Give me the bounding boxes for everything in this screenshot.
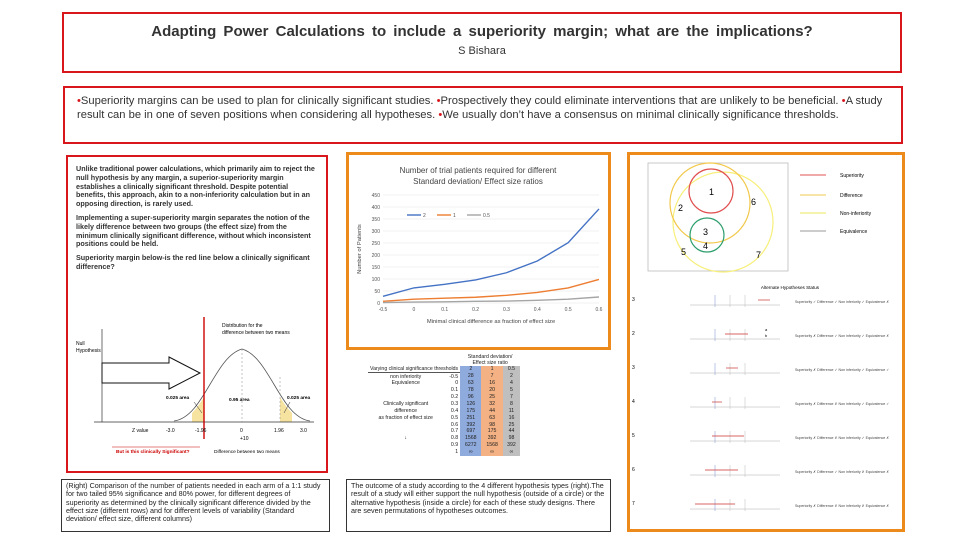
tick-neg-196: -1.96 xyxy=(195,428,207,434)
legend-noninferiority: Non-inferiority xyxy=(840,211,872,217)
status-row-text: Superiority ✗ Difference ✗ Non inferiority ✓ Equivalence ✗ xyxy=(795,436,890,440)
poster-author: S Bishara xyxy=(458,45,506,57)
status-row-text: Superiority ✗ Difference ✗ Non inferiority ✗ Equivalence ✗ xyxy=(795,504,890,508)
row-threshold: 1 xyxy=(455,449,459,456)
x-axis-label: Minimal clinical difference as fraction of effect size xyxy=(426,319,556,325)
table-cell: 1568 xyxy=(481,442,502,449)
plus-ten-label: +10 xyxy=(240,436,249,442)
table-cell: 392 xyxy=(503,442,520,449)
poster-title: Adapting Power Calculations to include a superiority margin; what are the implications? xyxy=(151,23,813,40)
table-row xyxy=(368,421,520,428)
table-cell: 7 xyxy=(481,373,502,380)
legend-label: 0.5 xyxy=(483,213,490,219)
status-row-number: 4 xyxy=(632,399,635,405)
legend-equivalence: Equivalence xyxy=(840,229,868,235)
legend-superiority: Superiority xyxy=(840,173,864,179)
table-cell: 98 xyxy=(503,435,520,442)
table-cell: 5 xyxy=(503,387,520,394)
y-tick-label: 450 xyxy=(371,192,380,199)
table-cell: 6272 xyxy=(460,442,481,449)
table-row xyxy=(368,373,520,380)
summary-point-2: Prospectively they could eliminate interventions that are unlikely to be beneficial. xyxy=(440,95,839,107)
ratio-table-panel xyxy=(346,352,611,472)
row-threshold: -0.5 xyxy=(449,373,459,380)
row-group-label: non inferiority xyxy=(390,373,422,380)
row2-label: b xyxy=(765,333,768,338)
table-cell: 78 xyxy=(460,387,481,394)
chart-title-line-2: Standard deviation/ Effect size ratios xyxy=(413,177,543,186)
row-threshold: 0.8 xyxy=(450,435,459,442)
row-group-label: ↓ xyxy=(404,435,407,442)
y-tick-label: 350 xyxy=(371,216,380,223)
hypothesis-label: Hypothesis xyxy=(76,348,101,354)
table-cell: ∞ xyxy=(481,449,502,456)
y-axis-label: Number of Patients xyxy=(357,224,363,274)
row-threshold: 0.1 xyxy=(450,387,459,394)
tick-3: 3.0 xyxy=(300,428,307,434)
tick-neg-3: -3.0 xyxy=(166,428,175,434)
status-row-number: 7 xyxy=(632,501,635,507)
tick-196: 1.96 xyxy=(274,428,284,434)
table-cell: ∞ xyxy=(460,449,481,456)
table-row xyxy=(368,387,520,394)
table-cell: 11 xyxy=(503,407,520,414)
ratio-table xyxy=(368,354,520,456)
row-threshold: 0.7 xyxy=(450,428,459,435)
region-2: 2 xyxy=(678,203,684,213)
title-box xyxy=(62,12,902,73)
summary-point-4: We usually don’t have a consensus on minimal clinically significance thresholds. xyxy=(442,109,839,121)
row-threshold: 0.6 xyxy=(450,421,459,428)
table-cell: 25 xyxy=(503,421,520,428)
hypotheses-status-chart xyxy=(630,277,902,527)
summary-point-1: Superiority margins can be used to plan for clinically significant studies. xyxy=(80,95,434,107)
distribution-label-1: Distribution for the xyxy=(222,323,263,329)
status-row-text: Superiority ✗ Difference ✓ Non inferiority ✓ Equivalence ✗ xyxy=(795,334,890,338)
table-cell: 25 xyxy=(481,394,502,401)
intro-panel xyxy=(66,155,328,473)
table-cell: 126 xyxy=(460,400,481,407)
venn-diagram xyxy=(630,155,902,275)
row-group-label xyxy=(368,421,443,428)
y-tick-label: 0 xyxy=(377,300,380,307)
caption-right: The outcome of a study according to the 4 different hypothesis types (right).The result of a study will either support the null hypothesis (outside of a circle) or the alternative hypothesis (inside a circle) for each of these study designs. There are seven permutations of hypotheses outcomes. xyxy=(346,479,611,532)
row-group-label: Equivalence xyxy=(391,380,420,387)
table-cell: 392 xyxy=(481,435,502,442)
region-5: 5 xyxy=(681,247,687,257)
col-head-05: 0.5 xyxy=(503,366,520,373)
x-tick-label: 0.2 xyxy=(472,307,480,313)
row-group-label xyxy=(368,428,443,435)
caption-left: (Right) Comparison of the number of patients needed in each arm of a 1:1 study for two tailed 95% significance and 80% power, for different degrees of superiority as determined by the clinically significant difference divided by the effect size (different rows) and for different levels of variability (Standard deviation/ effect size, different columns) xyxy=(61,479,330,532)
y-tick-label: 300 xyxy=(371,228,380,235)
status-row-text: Superiority ✗ Difference ✓ Non inferiority ✓ Equivalence ✓ xyxy=(795,368,890,372)
row-group-label: difference xyxy=(394,407,418,414)
table-cell: 44 xyxy=(503,428,520,435)
row-group-label xyxy=(368,387,443,394)
table-cell: 98 xyxy=(481,421,502,428)
intro-paragraph-2: Implementing a super-superiority margin separates the notion of the likely difference between two groups (the effect size) from the minimum clinically significant difference, without which inconsistent positions could be held. xyxy=(76,212,311,249)
row-group-label xyxy=(368,449,443,456)
table-row xyxy=(368,407,520,414)
axis-caption: Difference between two means xyxy=(214,450,280,455)
row-threshold: 0.9 xyxy=(450,442,459,449)
y-tick-label: 50 xyxy=(374,288,380,295)
status-row-number: 2 xyxy=(632,331,635,337)
table-cell: 20 xyxy=(481,387,502,394)
table-cell: 4 xyxy=(503,380,520,387)
table-row xyxy=(368,380,520,387)
table-cell: 251 xyxy=(460,414,481,421)
tick-zero: 0 xyxy=(240,428,243,434)
status-row-number: 5 xyxy=(632,433,635,439)
table-cell: 63 xyxy=(481,414,502,421)
table-cell: 28 xyxy=(460,373,481,380)
summary-box: •Superiority margins can be used to plan for clinically significant studies. •Prospectively they could eliminate interventions that are unlikely to be beneficial. •A study result can be in one of seven positions when considering all hypotheses. •We usually don’t have a consensus on minimal clinically significance thresholds. xyxy=(63,86,903,144)
intro-paragraph-3: Superiority margin below-is the red line below a clinically significant difference? xyxy=(76,253,310,271)
series-line-2 xyxy=(383,209,599,296)
legend-difference: Difference xyxy=(840,193,863,199)
col-head-1: 1 xyxy=(481,366,502,373)
row-group-label xyxy=(368,394,443,401)
chart-title-line-1: Number of trial patients required for different xyxy=(399,166,557,175)
region-4: 4 xyxy=(703,241,709,251)
status-row-text: Superiority ✓ Difference ✓ Non inferiority ✓ Equivalence ✗ xyxy=(795,300,890,304)
patients-line-chart xyxy=(349,155,608,347)
table-cell: 2 xyxy=(503,373,520,380)
table-cell: 16 xyxy=(503,414,520,421)
table-cell: 392 xyxy=(460,421,481,428)
table-header-left: Varying clinical significance thresholds xyxy=(370,366,459,373)
area-mid-label: 0.95 area xyxy=(229,398,250,403)
table-cell: 32 xyxy=(481,400,502,407)
table-row xyxy=(368,442,520,449)
shift-arrow-icon xyxy=(102,357,200,389)
table-row xyxy=(368,394,520,401)
distribution-label-2: difference between two means xyxy=(222,330,290,336)
y-tick-label: 100 xyxy=(371,276,380,283)
row-threshold: 0 xyxy=(455,380,459,387)
normal-distribution-diagram xyxy=(74,317,320,467)
status-row-text: Superiority ✗ Difference ✗ Non inferiority ✓ Equivalence ✓ xyxy=(795,402,890,406)
z-value-label: Z value xyxy=(132,428,149,434)
row-threshold: 0.3 xyxy=(450,400,459,407)
status-row-number: 6 xyxy=(632,467,635,473)
region-1: 1 xyxy=(709,187,715,197)
table-cell: ∞ xyxy=(503,449,520,456)
row-threshold: 0.2 xyxy=(450,394,459,400)
status-row-text: Superiority ✗ Difference ✓ Non inferiority ✗ Equivalence ✗ xyxy=(795,470,890,474)
x-tick-label: 0.3 xyxy=(502,307,510,313)
y-tick-label: 250 xyxy=(371,240,380,247)
area-right-label: 0.025 area xyxy=(287,396,311,401)
x-tick-label: 0.1 xyxy=(441,307,449,313)
table-cell: 16 xyxy=(481,380,502,387)
table-cell: 1568 xyxy=(460,435,481,442)
x-tick-label: 0 xyxy=(412,307,416,313)
table-row xyxy=(368,435,520,442)
x-tick-label: 0.4 xyxy=(533,307,541,313)
table-row xyxy=(368,400,520,407)
hypotheses-panel xyxy=(627,152,905,532)
null-label: Null xyxy=(76,341,85,347)
region-6: 6 xyxy=(751,197,757,207)
series-line-1 xyxy=(383,279,599,301)
region-7: 7 xyxy=(756,250,762,260)
summary-point-3: A study result can be in one of seven positions when considering all hypotheses. xyxy=(77,95,883,121)
x-tick-label: 0.5 xyxy=(564,307,572,313)
x-tick-label: -0.5 xyxy=(378,307,388,313)
legend-label: 2 xyxy=(423,213,426,219)
table-row xyxy=(368,428,520,435)
table-cell: 8 xyxy=(503,400,520,407)
table-cell: 63 xyxy=(460,380,481,387)
col-head-2: 2 xyxy=(460,366,481,373)
table-header-top: Standard deviation/ Effect size ratio xyxy=(467,354,513,366)
legend-label: 1 xyxy=(453,213,456,219)
table-row xyxy=(368,449,520,456)
y-tick-label: 150 xyxy=(371,264,380,271)
table-cell: 7 xyxy=(503,394,520,401)
row-group-label: Clinically significant xyxy=(383,400,429,407)
chart-panel xyxy=(346,152,611,350)
intro-paragraph-1: Unlike traditional power calculations, which primarily aim to reject the null hypothesis by any margin, a superior-superiority margin establishes a clinically significant threshold. Despite potential benefits, this approach, akin to a non-inferiority calculation but in an opposing direction, is rarely used. xyxy=(76,164,315,209)
table-cell: 44 xyxy=(481,407,502,414)
table-cell: 175 xyxy=(460,407,481,414)
y-tick-label: 400 xyxy=(371,204,380,211)
row-threshold: 0.5 xyxy=(450,414,459,421)
area-left-label: 0.025 area xyxy=(166,396,190,401)
table-cell: 697 xyxy=(460,428,481,435)
clinical-question: But is this clinically Significant? xyxy=(116,450,190,455)
x-tick-label: 0.6 xyxy=(595,307,603,313)
status-row-number: 3 xyxy=(632,365,635,371)
row-threshold: 0.4 xyxy=(450,407,459,414)
row-group-label xyxy=(368,442,443,449)
y-tick-label: 200 xyxy=(371,252,380,259)
status-row-number: 3 xyxy=(632,297,635,303)
region-3: 3 xyxy=(703,227,709,237)
table-row xyxy=(368,414,520,421)
row2-label: a xyxy=(765,327,768,332)
table-cell: 96 xyxy=(460,394,481,401)
row-group-label: as fraction of effect size xyxy=(378,414,433,421)
table-cell: 175 xyxy=(481,428,502,435)
status-title: Alternate Hypotheses Status xyxy=(760,285,820,290)
